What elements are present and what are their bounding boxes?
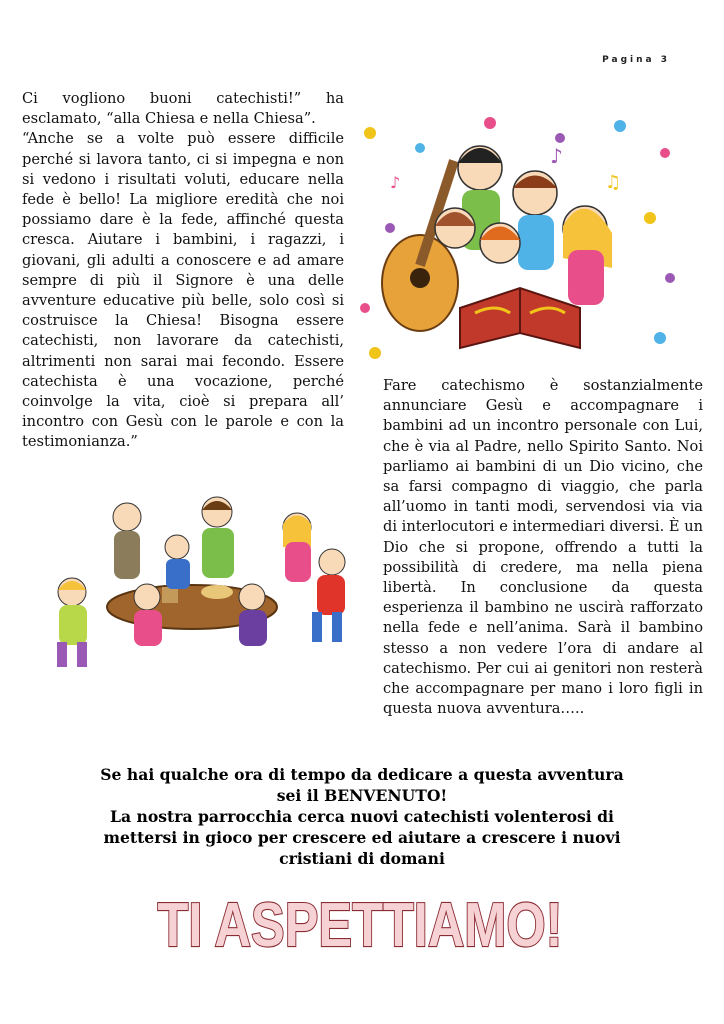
ti-aspettiamo-wordart xyxy=(150,880,570,960)
footer-line-5: cristiani di domani xyxy=(279,849,445,868)
svg-text:♫: ♫ xyxy=(605,172,622,193)
footer-line-4: mettersi in gioco per crescere ed aiutare a crescere i nuovi xyxy=(103,828,621,847)
invitation-footer xyxy=(30,764,694,869)
footer-line-3: La nostra parrocchia cerca nuovi catechisti volenterosi di xyxy=(110,807,614,826)
page-number: Pagina 3 xyxy=(602,55,670,65)
footer-line-2: sei il BENVENUTO! xyxy=(276,786,448,805)
svg-text:♪: ♪ xyxy=(390,173,401,192)
children-around-table-illustration xyxy=(12,492,364,682)
left-text-column xyxy=(22,89,344,453)
intro-quote: Ci vogliono buoni catechisti!” ha esclamato, “alla Chiesa e nella Chiesa”. xyxy=(22,90,344,128)
right-text-column xyxy=(383,376,703,719)
music-band-illustration xyxy=(350,108,686,370)
catechism-paragraph: Fare catechismo è sostanzialmente annunciare Gesù e accompagnare i bambini ad un incontro personale con Lui, che è via al Padre, nello Spirito Santo. Noi parliamo ai bambini di un Dio vicino, che sa farsi compagno di viaggio, che parla all’uomo in tanti modi, servendosi via via di interlocutori e intermediari diversi. È un Dio che si propone, offrendo a tutti la possibilità di credere, ma nella piena libertà. In conclusione da questa esperienza il bambino ne uscirà rafforzato nella fede e nell’anima. Sarà il bambino stesso a non vedere l’ora di andare al catechismo. Per cui ai genitori non resterà che accompagnare per mano i loro figli in questa nuova avventura….. xyxy=(383,377,703,718)
catechist-quote: “Anche se a volte può essere difficile perché si lavora tanto, ci si impegna e non si vedono i risultati voluti, educare nella fede è bello! La migliore eredità che noi possiamo dare è la fede, affinché questa cresca. Aiutare i bambini, i ragazzi, i giovani, gli adulti a conoscere e ad amare sempre di più il Signore è una delle avventure educative più belle, solo così si costruisce la Chiesa! Bisogna essere catechisti, non lavorare da catechisti, altrimenti non sarai mai fecondo. Essere catechista è una vocazione, perché coinvolge la vita, cioè si prepara all’ incontro con Gesù con le parole e con la testimonianza.” xyxy=(22,130,344,451)
svg-text:♪: ♪ xyxy=(550,144,563,168)
footer-line-1: Se hai qualche ora di tempo da dedicare a questa avventura xyxy=(100,765,624,784)
wordart-text: TI ASPETTIAMO! xyxy=(157,891,563,960)
